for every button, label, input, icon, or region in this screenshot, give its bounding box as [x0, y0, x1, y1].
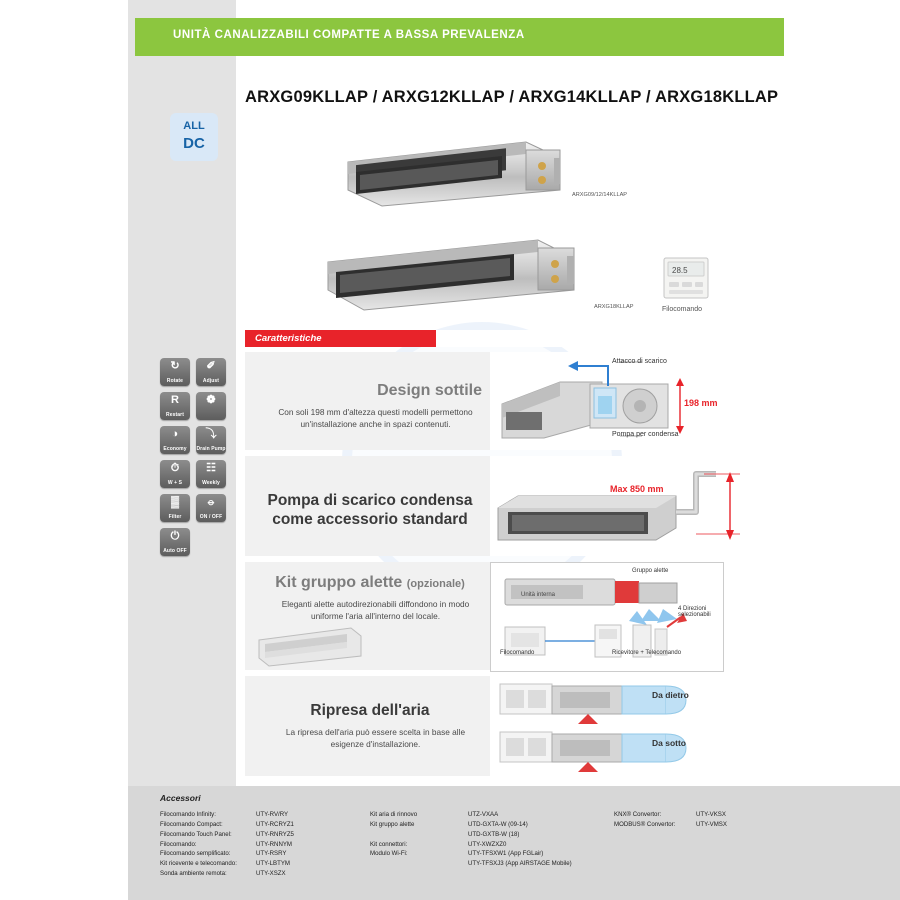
accessory-key: KNX® Convertor: — [614, 811, 662, 818]
accessory-key: Kit connettori: — [370, 840, 408, 848]
icon-row — [160, 392, 230, 420]
weekly-timer-icon-glyph: ⏱ — [170, 462, 180, 474]
icon-row — [160, 528, 230, 556]
accessory-key: Filocomando: — [160, 840, 197, 848]
accessory-value: UTY-RNNYM — [256, 840, 292, 848]
auto-off-icon-glyph: ⏻ — [170, 530, 180, 542]
accessory-row — [160, 810, 370, 820]
accessory-value: UTD-GXTA-W (09-14) — [468, 820, 528, 828]
all-dc-badge-line2: DC — [183, 135, 205, 152]
weekly-icon — [196, 460, 226, 488]
rotate-icon-glyph: ↻ — [170, 360, 180, 372]
accessory-key — [370, 830, 468, 840]
fan-icon — [196, 392, 226, 420]
adjust-icon-label: Adjust — [202, 378, 220, 384]
on-off-timer-icon-glyph: ⦵ — [206, 496, 216, 508]
accessory-value: UTD-GXTB-W (18) — [468, 830, 520, 838]
accessory-row — [160, 820, 370, 830]
product-caption-1: ARXG09/12/14KLLAP — [572, 192, 628, 198]
weekly-icon-label: Weekly — [202, 480, 220, 486]
rotate-icon — [160, 358, 190, 386]
weekly-icon-glyph: ☷ — [206, 462, 216, 474]
product-photo-2 — [312, 228, 592, 318]
drain-pump-icon-glyph: ⤵ — [205, 428, 217, 440]
accessory-value: UTY-XSZX — [256, 870, 286, 878]
feature-design-body: Con soli 198 mm d'altezza questi modelli permettono un'installazione anche in spazi contenuti. — [278, 407, 473, 430]
fan-icon-glyph: ❁ — [206, 394, 216, 406]
drain-pump-icon — [196, 426, 226, 454]
adjust-icon-glyph: ✐ — [206, 360, 216, 372]
feature-pump-diagram — [490, 456, 775, 556]
svg-text:Unità interna: Unità interna — [521, 592, 556, 598]
accessory-value: UTY-RCRYZ1 — [256, 820, 294, 828]
accessory-value: UTY-RNRYZ5 — [256, 830, 294, 838]
accessory-row — [614, 810, 814, 820]
feature-block-alette — [245, 562, 490, 670]
feature-block-pump — [245, 456, 490, 556]
economy-icon — [160, 426, 190, 454]
accessory-value: UTY-RV/RY — [256, 811, 289, 818]
accessory-value: UTY-RSRY — [256, 850, 287, 858]
accessory-row — [370, 830, 620, 840]
restart-icon-glyph: R — [171, 394, 179, 406]
accessory-row — [160, 830, 370, 840]
accessory-key: MODBUS® Convertor: — [614, 820, 676, 828]
page-title: ARXG09KLLAP / ARXG12KLLAP / ARXG14KLLAP / ARXG18KLLAP — [245, 88, 779, 106]
accessories-column-1 — [160, 810, 370, 879]
accessory-row — [370, 820, 620, 830]
ripresa-label-back: Da dietro — [652, 690, 689, 700]
accessory-value: UTY-VKSX — [696, 811, 726, 818]
accessory-value: UTY-TFSXW1 (App FGLair) — [468, 850, 544, 858]
header-banner — [135, 18, 784, 56]
alette-label-receiver: Ricevitore + Telecomando — [612, 650, 682, 656]
all-dc-badge-line1: ALL — [183, 120, 205, 132]
design-label-bottom: Pompa per condensa — [612, 431, 679, 438]
features-bar — [245, 330, 775, 347]
economy-icon-glyph: ◑ — [171, 428, 179, 440]
accessory-key: Kit ricevente e telecomando: — [160, 860, 237, 868]
accessory-key: Filocomando Compact: — [160, 820, 223, 828]
accessory-row — [614, 820, 814, 830]
accessory-value: UTY-LBTYM — [256, 860, 290, 868]
accessory-key: Kit aria di rinnovo — [370, 811, 418, 818]
alette-label-group: Gruppo alette — [632, 568, 669, 574]
feature-block-ripresa — [245, 676, 490, 776]
icon-row — [160, 460, 230, 488]
on-off-timer-icon-label: ON / OFF — [199, 514, 223, 520]
drain-pump-icon-label: Drain Pump — [196, 446, 226, 452]
accessory-row — [370, 840, 620, 850]
feature-pump-title-line1: Pompa di scarico condensa — [267, 492, 473, 509]
alette-label-wired: Filocomando — [500, 650, 535, 656]
restart-icon-label: Restart — [166, 412, 184, 418]
weekly-timer-icon-label: W + S — [167, 480, 183, 486]
wired-remote-photo — [662, 256, 710, 300]
accessory-row — [160, 869, 370, 879]
accessories-title: Accessori — [160, 793, 201, 803]
accessory-key: Modulo Wi-Fi: — [370, 850, 408, 858]
auto-off-icon-label: Auto OFF — [163, 548, 187, 554]
wired-remote-caption: Filocomando — [662, 306, 703, 313]
accessory-key: Kit gruppo alette — [370, 820, 415, 828]
feature-alette-title: Kit gruppo alette — [275, 574, 403, 591]
header-banner-text: UNITÀ CANALIZZABILI COMPATTE A BASSA PREVALENZA — [173, 29, 525, 41]
filter-icon-label: Filter — [168, 514, 182, 520]
feature-design-title: Design sottile — [377, 382, 482, 399]
feature-alette-title-suffix: (opzionale) — [406, 578, 465, 590]
filter-icon — [160, 494, 190, 522]
accessory-row — [160, 849, 370, 859]
accessory-key — [370, 859, 468, 869]
alette-grille-photo — [255, 624, 365, 673]
pump-label-dimension: Max 850 mm — [610, 484, 664, 494]
feature-block-design — [245, 352, 490, 450]
feature-ripresa-title: Ripresa dell'aria — [310, 702, 430, 719]
accessory-key: Filocomando Touch Panel: — [160, 830, 232, 838]
filter-icon-glyph: ▓ — [170, 496, 180, 508]
features-bar-label: Caratteristiche — [255, 333, 322, 344]
accessory-row — [370, 810, 620, 820]
product-photo-1 — [330, 128, 580, 218]
accessory-row — [160, 859, 370, 869]
alette-label-directions: 4 Direzioni selezionabili — [678, 606, 711, 618]
icon-row — [160, 358, 230, 386]
accessories-column-2 — [370, 810, 620, 869]
on-off-timer-icon — [196, 494, 226, 522]
design-label-dimension: 198 mm — [684, 398, 718, 408]
rotate-icon-label: Rotate — [166, 378, 184, 384]
accessory-value: UTZ-VXAA — [468, 811, 499, 818]
accessory-value: UTY-XWZXZ0 — [468, 840, 507, 848]
icon-row — [160, 494, 230, 522]
economy-icon-label: Economy — [163, 446, 187, 452]
auto-off-icon — [160, 528, 190, 556]
adjust-icon — [196, 358, 226, 386]
product-caption-2: ARXG18KLLAP — [594, 304, 634, 310]
feature-pump-title-line2: come accessorio standard — [272, 511, 468, 528]
accessory-value: UTY-TFSXJ3 (App AIRSTAGE Mobile) — [468, 860, 572, 868]
weekly-timer-icon — [160, 460, 190, 488]
accessories-column-3 — [614, 810, 814, 830]
ripresa-label-bottom: Da sotto — [652, 738, 686, 748]
accessory-row — [370, 859, 620, 869]
all-dc-badge — [170, 113, 218, 161]
feature-ripresa-body: La ripresa dell'aria può essere scelta in base alle esigenze d'installazione. — [285, 727, 466, 750]
feature-alette-body: Eleganti alette autodirezionabili diffondono in modo uniforme l'aria all'interno del locale. — [281, 599, 470, 622]
icon-row — [160, 426, 230, 454]
accessory-row — [370, 849, 620, 859]
accessory-key: Sonda ambiente remota: — [160, 870, 227, 878]
feature-icon-column — [160, 358, 230, 562]
accessory-value: UTY-VMSX — [696, 820, 727, 828]
design-label-top: Attacco di scarico — [612, 358, 667, 365]
restart-icon — [160, 392, 190, 420]
accessory-key: Filocomando semplificato: — [160, 850, 231, 858]
feature-ripresa-diagram — [490, 676, 775, 776]
accessory-key: Filocomando Infinity: — [160, 811, 216, 818]
accessory-row — [160, 840, 370, 850]
svg-text:28.5: 28.5 — [672, 266, 688, 275]
